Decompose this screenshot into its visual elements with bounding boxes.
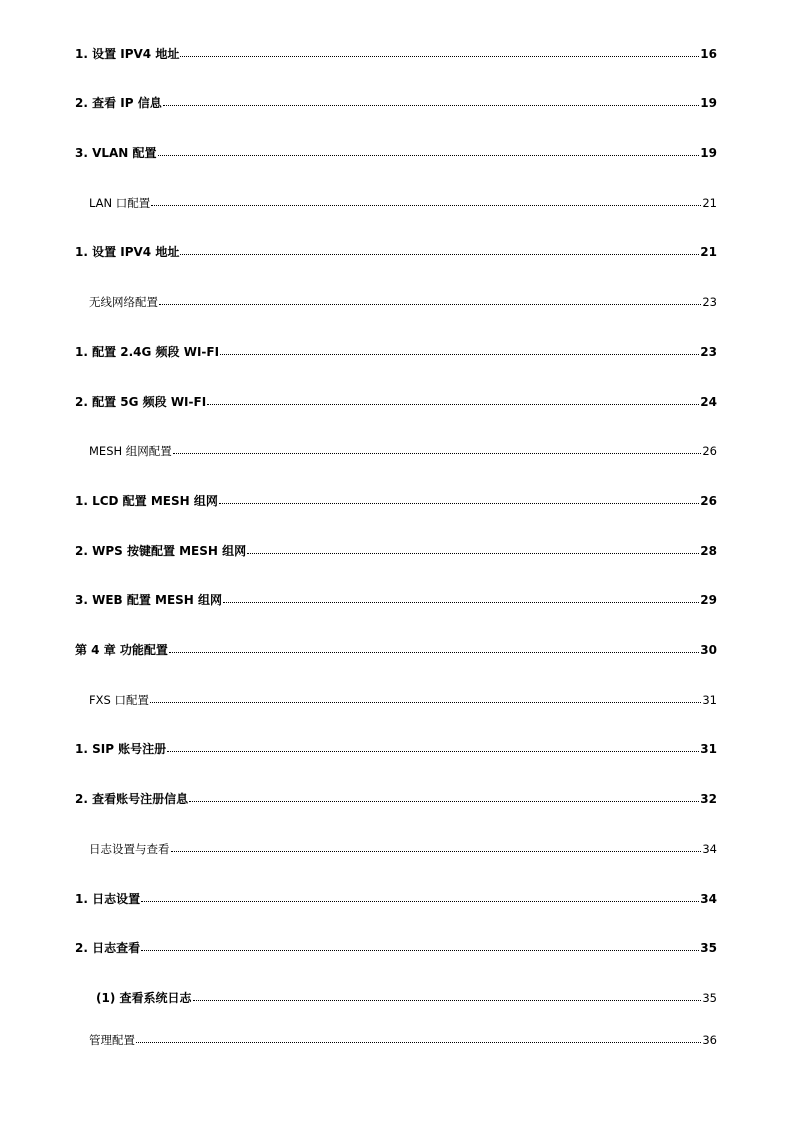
toc-dot-leader [158, 152, 700, 156]
toc-entry-title: 日志设置与查看 [89, 842, 170, 856]
toc-entry[interactable] [89, 442, 717, 460]
toc-entry-page: 21 [702, 196, 717, 210]
toc-entry-title: 1. 设置 IPV4 地址 [75, 47, 180, 61]
toc-dot-leader [171, 848, 702, 852]
toc-entry[interactable] [96, 989, 717, 1007]
toc-entry[interactable] [75, 890, 717, 908]
toc-entry-page: 34 [702, 842, 717, 856]
toc-entry-title: 无线网络配置 [89, 295, 158, 309]
toc-entry-page: 28 [700, 544, 717, 558]
toc-entry-page: 23 [700, 345, 717, 359]
toc-dot-leader [207, 401, 699, 405]
toc-entry-title: 1. 配置 2.4G 频段 WI-FI [75, 345, 220, 359]
toc-entry-title: (1) 查看系统日志 [96, 991, 192, 1005]
toc-entry-title: 管理配置 [89, 1033, 135, 1047]
toc-entry-title: 2. 查看账号注册信息 [75, 792, 189, 806]
toc-dot-leader [219, 500, 699, 504]
toc-entry-page: 32 [700, 792, 717, 806]
toc-entry-page: 23 [702, 295, 717, 309]
toc-entry[interactable] [75, 939, 717, 957]
toc-dot-leader [223, 599, 699, 603]
toc-entry-page: 36 [702, 1033, 717, 1047]
toc-entry-title: 1. 设置 IPV4 地址 [75, 245, 180, 259]
toc-entry-page: 35 [702, 991, 717, 1005]
toc-entry-page: 19 [700, 96, 717, 110]
toc-entry[interactable] [89, 840, 717, 858]
toc-entry[interactable] [89, 691, 717, 709]
toc-dot-leader [180, 251, 699, 255]
toc-entry[interactable] [89, 293, 717, 311]
toc-entry-page: 29 [700, 593, 717, 607]
toc-entry[interactable] [75, 144, 717, 162]
toc-entry-page: 31 [702, 693, 717, 707]
toc-entry-title: 1. 日志设置 [75, 892, 141, 906]
toc-dot-leader [151, 202, 701, 206]
toc-entry[interactable] [75, 740, 717, 758]
toc-dot-leader [136, 1039, 701, 1043]
toc-entry[interactable] [75, 94, 717, 112]
toc-entry-title: 2. 查看 IP 信息 [75, 96, 162, 110]
toc-entry-title: FXS 口配置 [89, 693, 149, 707]
toc-entry[interactable] [89, 1031, 717, 1049]
toc-entry-page: 21 [700, 245, 717, 259]
toc-dot-leader [189, 798, 699, 802]
toc-dot-leader [180, 53, 699, 57]
toc-dot-leader [150, 699, 701, 703]
toc-dot-leader [163, 102, 700, 106]
toc-entry-page: 24 [700, 395, 717, 409]
toc-dot-leader [141, 947, 699, 951]
toc-entry-title: 1. LCD 配置 MESH 组网 [75, 494, 218, 508]
toc-entry-title: 2. 日志查看 [75, 941, 141, 955]
toc-entry[interactable] [75, 45, 717, 63]
toc-entry-title: 3. VLAN 配置 [75, 146, 157, 160]
toc-dot-leader [247, 550, 699, 554]
toc-entry-page: 31 [700, 742, 717, 756]
toc-entry-page: 30 [700, 643, 717, 657]
toc-dot-leader [173, 450, 702, 454]
toc-entry[interactable] [75, 243, 717, 261]
toc-entry-title: 2. WPS 按键配置 MESH 组网 [75, 544, 247, 558]
toc-dot-leader [220, 351, 699, 355]
toc-entry-page: 34 [700, 892, 717, 906]
toc-entry-page: 26 [700, 494, 717, 508]
toc-entry-page: 19 [700, 146, 717, 160]
toc-entry[interactable] [75, 343, 717, 361]
toc-entry[interactable] [75, 393, 717, 411]
toc-dot-leader [167, 748, 699, 752]
toc-dot-leader [141, 898, 699, 902]
toc-dot-leader [169, 649, 699, 653]
toc-entry-title: LAN 口配置 [89, 196, 151, 210]
toc-entry[interactable] [75, 492, 717, 510]
toc-dot-leader [193, 997, 702, 1001]
toc-dot-leader [159, 301, 701, 305]
toc-entry-title: 第 4 章 功能配置 [75, 643, 168, 657]
toc-entry-title: 1. SIP 账号注册 [75, 742, 167, 756]
toc-entry-title: 2. 配置 5G 频段 WI-FI [75, 395, 207, 409]
toc-entry-page: 26 [702, 444, 717, 458]
toc-entry-page: 35 [700, 941, 717, 955]
toc-entry[interactable] [89, 194, 717, 212]
toc-entry-title: 3. WEB 配置 MESH 组网 [75, 593, 223, 607]
toc-entry[interactable] [75, 591, 717, 609]
toc-entry-title: MESH 组网配置 [89, 444, 172, 458]
toc-entry[interactable] [75, 790, 717, 808]
toc-entry-page: 16 [700, 47, 717, 61]
toc-entry[interactable] [75, 542, 717, 560]
toc-entry[interactable] [75, 641, 717, 659]
